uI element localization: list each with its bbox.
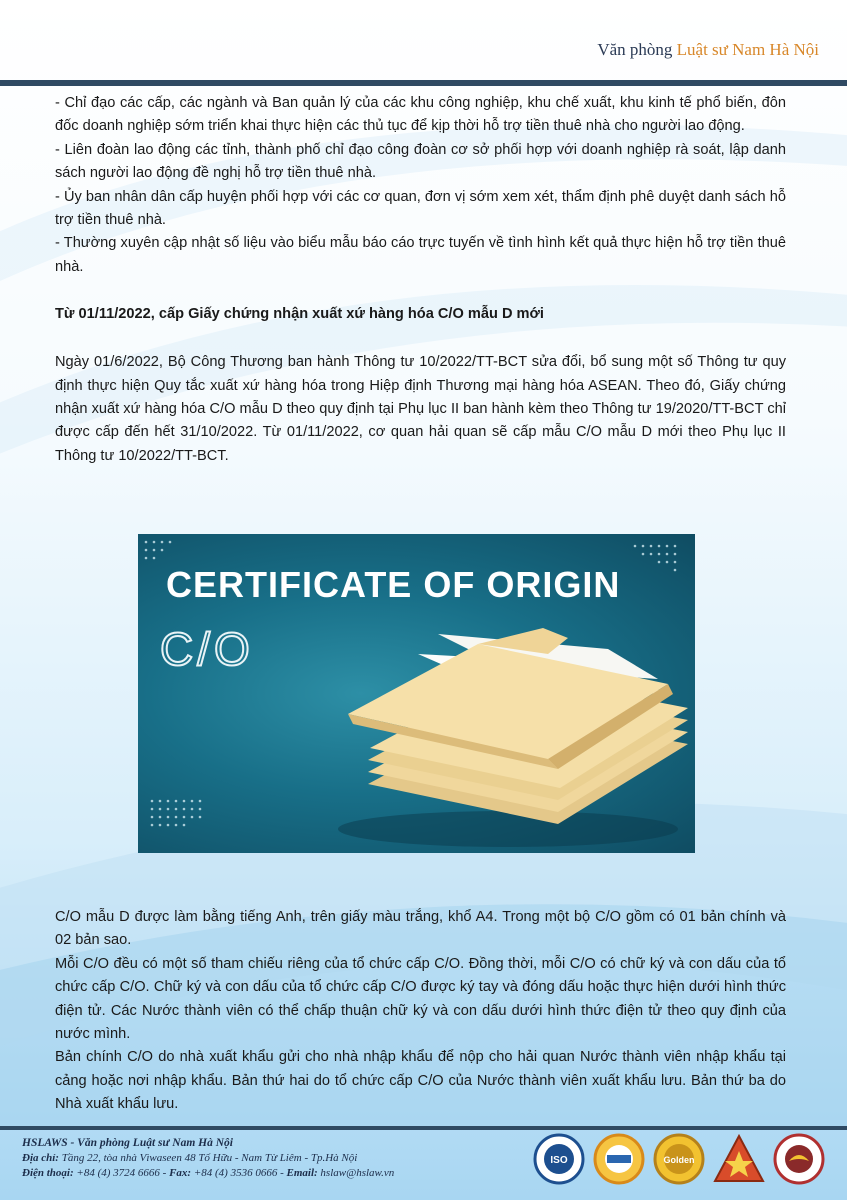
figure-subtitle: C/O (160, 623, 254, 675)
footer-phone-value: +84 (4) 3724 6666 - (73, 1167, 170, 1179)
paragraph-intro: Ngày 01/6/2022, Bộ Công Thương ban hành Thông tư 10/2022/TT-BCT sửa đổi, bổ sung một số Thông tư quy định thực hiện Quy tắc xuất xứ hàng hóa trong Hiệp định Thương mại hàng hóa ASEAN. Theo đó, Giấy chứng nhận xuất xứ hàng hóa C/O mẫu D theo quy định tại Phụ lục II ban hành kèm theo Thông tư 19/2020/TT-BCT chỉ được cấp đến hết 31/10/2022. Từ 01/11/2022, cơ quan hải quan sẽ cấp mẫu C/O mẫu D mới theo Phụ lục II Thông tư 10/2022/TT-BCT. (55, 354, 786, 464)
document-body-lower (55, 906, 786, 1117)
footer-company: HSLAWS - Văn phòng Luật sư Nam Hà Nội (22, 1137, 233, 1149)
eagle-award-badge-icon (773, 1133, 825, 1185)
certificate-of-origin-image (138, 534, 695, 853)
paragraph-bottom-3: Bản chính C/O do nhà xuất khẩu gửi cho nhà nhập khẩu để nộp cho hải quan Nước thành viên nhập khẩu tại cảng hoặc nơi nhập khẩu. Bản thứ hai do tổ chức cấp C/O của Nước thành viên xuất khẩu lưu. Bản thứ ba do Nhà xuất khẩu lưu. (55, 1049, 786, 1113)
section-heading: Từ 01/11/2022, cấp Giấy chứng nhận xuất xứ hàng hóa C/O mẫu D mới (55, 306, 544, 323)
brand-name: Luật sư Nam Hà Nội (676, 40, 819, 59)
footer-divider (0, 1126, 847, 1130)
header-divider (0, 80, 847, 86)
paragraph-top-4: - Thường xuyên cập nhật số liệu vào biểu mẫu báo cáo trực tuyến về tình hình kết quả thực hiện hỗ trợ tiền thuê nhà. (55, 235, 786, 275)
paragraph-bottom-1: C/O mẫu D được làm bằng tiếng Anh, trên giấy màu trắng, khổ A4. Trong một bộ C/O gồm có 01 bản chính và 02 bản sao. (55, 909, 786, 949)
gold-star-award-badge-icon (713, 1133, 765, 1185)
award-seal-badge-icon (593, 1133, 645, 1185)
golden-badge-text: Golden (663, 1155, 695, 1165)
footer (22, 1136, 394, 1181)
folder-stack-icon (308, 594, 688, 853)
brand-prefix: Văn phòng (597, 40, 677, 59)
document-body (55, 92, 786, 468)
dot-pattern-bottom-left (146, 795, 226, 845)
footer-email-value: hslaw@hslaw.vn (317, 1167, 395, 1179)
figure-title: CERTIFICATE OF ORIGIN (166, 564, 621, 605)
footer-contact (22, 1166, 394, 1181)
footer-fax-value: +84 (4) 3536 0666 - (191, 1167, 287, 1179)
paragraph-top-1: - Chỉ đạo các cấp, các ngành và Ban quản lý của các khu công nghiệp, khu chế xuất, khu kinh tế phổ biến, đôn đốc doanh nghiệp sớm triển khai thực hiện các thủ tục để kịp thời hỗ trợ tiền thuê nhà cho người lao động. (55, 95, 786, 135)
footer-fax-label: Fax: (169, 1167, 192, 1179)
footer-address-label: Địa chỉ: (22, 1152, 59, 1164)
footer-address (22, 1151, 394, 1166)
footer-address-value: Tầng 22, tòa nhà Vìwaseen 48 Tố Hữu - Nam Từ Liêm - Tp.Hà Nội (58, 1152, 358, 1164)
paragraph-top-2: - Liên đoàn lao động các tỉnh, thành phố chỉ đạo công đoàn cơ sở phối hợp với doanh nghiệp rà soát, lập danh sách người lao động đề nghị hỗ trợ tiền thuê nhà. (55, 141, 786, 182)
paragraph-top-3: - Ủy ban nhân dân cấp huyện phối hợp với các cơ quan, đơn vị sớm xem xét, thẩm định phê duyệt danh sách hỗ trợ tiền thuê nhà. (55, 188, 786, 229)
header-brand (597, 40, 819, 60)
iso-certified-badge-icon (533, 1133, 585, 1185)
footer-phone-label: Điện thoại: (22, 1167, 74, 1179)
iso-badge-text: ISO (550, 1155, 568, 1166)
dot-pattern-top-right (629, 540, 689, 600)
award-badges (533, 1133, 825, 1185)
footer-email-label: Email: (286, 1167, 318, 1179)
paragraph-bottom-2: Mỗi C/O đều có một số tham chiếu riêng của tổ chức cấp C/O. Đồng thời, mỗi C/O có chữ ký và con dấu của tổ chức cấp C/O. Chữ ký và con dấu của tổ chức cấp C/O được ký tay và đóng dấu hoặc thực hiện dưới hình thức điện tử. Các Nước thành viên có thể chấp thuận chữ ký và con dấu dưới hình thức điện tử theo quy định của nước mình. (55, 955, 786, 1043)
golden-badge-icon (653, 1133, 705, 1185)
